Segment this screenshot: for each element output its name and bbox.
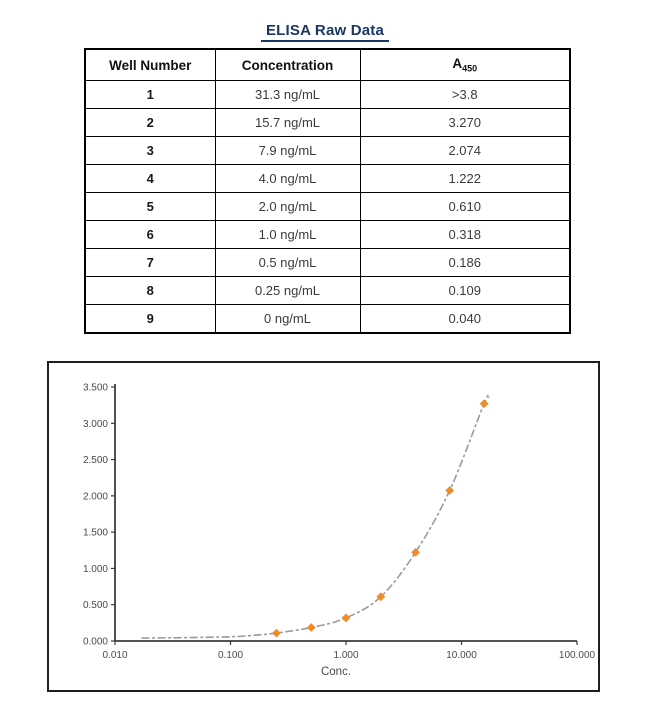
well-cell: 5 — [85, 193, 215, 221]
y-tick-label: 2.500 — [82, 455, 108, 467]
a450-cell: 0.040 — [360, 305, 570, 334]
y-tick-label: 2.000 — [82, 491, 108, 503]
a450-cell: 0.610 — [360, 193, 570, 221]
a450-cell: 0.318 — [360, 221, 570, 249]
data-point — [411, 548, 420, 557]
title-bar — [0, 22, 650, 42]
well-cell: 9 — [85, 305, 215, 334]
y-tick-label: 3.000 — [82, 418, 108, 430]
a450-cell: 0.186 — [360, 249, 570, 277]
a450-cell: 0.109 — [360, 277, 570, 305]
elisa-raw-data-table — [84, 48, 571, 334]
data-point — [342, 614, 351, 623]
col-header-concentration: Concentration — [215, 49, 360, 81]
conc-cell: 15.7 ng/mL — [215, 109, 360, 137]
col-header-well-number: Well Number — [85, 49, 215, 81]
well-cell: 8 — [85, 277, 215, 305]
table-row — [85, 221, 570, 249]
x-tick-label: 0.010 — [102, 650, 128, 661]
table-row — [85, 249, 570, 277]
table-header-row — [85, 49, 570, 81]
data-point — [445, 486, 454, 495]
x-tick-label: 10.000 — [446, 650, 477, 661]
conc-cell: 2.0 ng/mL — [215, 193, 360, 221]
well-cell: 2 — [85, 109, 215, 137]
conc-cell: 0.25 ng/mL — [215, 277, 360, 305]
a450-cell: 3.270 — [360, 109, 570, 137]
well-cell: 4 — [85, 165, 215, 193]
y-tick-label: 3.500 — [82, 382, 108, 394]
col-header-a450 — [360, 49, 570, 81]
well-cell: 7 — [85, 249, 215, 277]
a450-cell: 2.074 — [360, 137, 570, 165]
data-point — [307, 623, 316, 632]
y-tick-label: 0.500 — [82, 600, 108, 612]
table-row — [85, 137, 570, 165]
well-cell: 1 — [85, 81, 215, 109]
conc-cell: 0 ng/mL — [215, 305, 360, 334]
well-cell: 3 — [85, 137, 215, 165]
page-title: ELISA Raw Data — [261, 22, 389, 42]
table-row — [85, 193, 570, 221]
y-tick-label: 0.000 — [82, 636, 108, 648]
x-tick-label: 100.000 — [558, 650, 596, 661]
table-row — [85, 165, 570, 193]
data-point — [480, 399, 489, 408]
a450-cell: >3.8 — [360, 81, 570, 109]
conc-cell: 1.0 ng/mL — [215, 221, 360, 249]
conc-cell: 0.5 ng/mL — [215, 249, 360, 277]
conc-cell: 4.0 ng/mL — [215, 165, 360, 193]
y-tick-label: 1.500 — [82, 527, 108, 539]
table-row — [85, 277, 570, 305]
table-row — [85, 109, 570, 137]
data-point — [272, 629, 281, 638]
table-row — [85, 81, 570, 109]
standard-curve-chart — [49, 363, 598, 690]
conc-cell: 7.9 ng/mL — [215, 137, 360, 165]
well-cell: 6 — [85, 221, 215, 249]
a450-base: A — [452, 56, 463, 72]
conc-cell: 31.3 ng/mL — [215, 81, 360, 109]
chart-frame — [47, 361, 600, 692]
fit-curve — [142, 395, 489, 638]
x-tick-label: 0.100 — [217, 650, 244, 661]
y-tick-label: 1.000 — [82, 563, 108, 575]
a450-cell: 1.222 — [360, 165, 570, 193]
table-row — [85, 305, 570, 334]
x-tick-label: 1.000 — [333, 650, 359, 661]
a450-subscript: 450 — [462, 63, 478, 74]
x-axis-label: Conc. — [320, 666, 352, 678]
